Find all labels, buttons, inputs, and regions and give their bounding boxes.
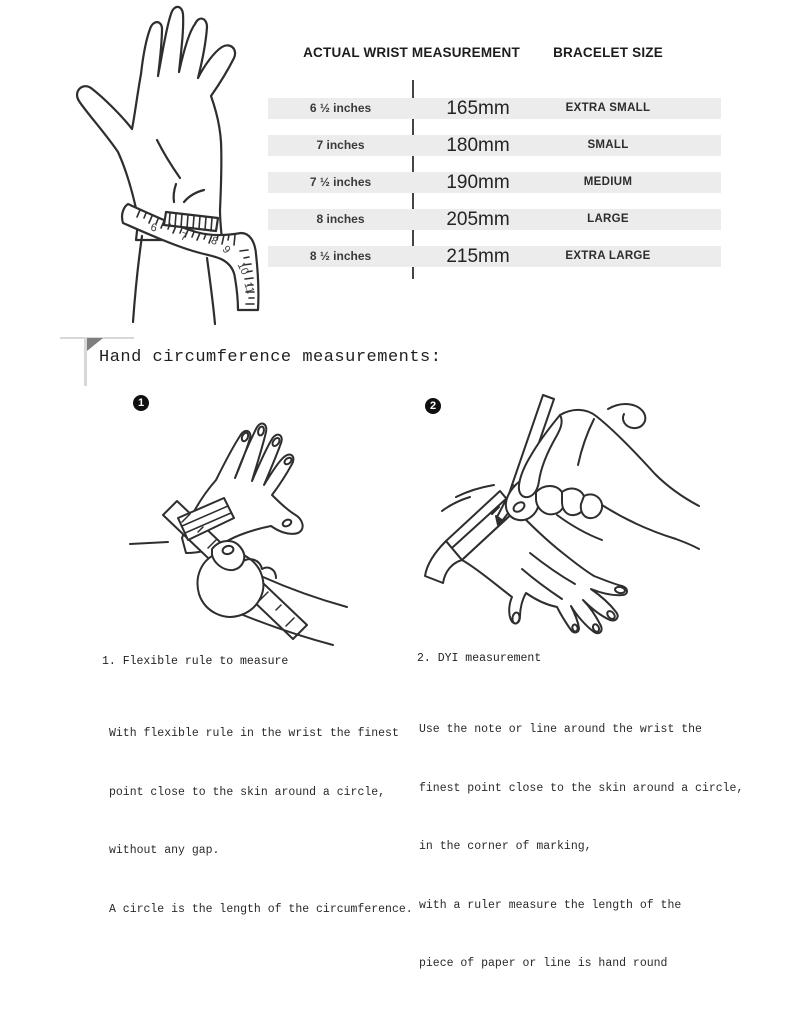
- wrist-inches-value: 8 ½ inches: [309, 249, 372, 263]
- text-line: With flexible rule in the wrist the finest: [109, 727, 399, 740]
- size-table: [268, 98, 721, 268]
- tape-number: 8: [208, 234, 220, 248]
- step-2-badge: 2: [425, 398, 441, 414]
- wrist-inches-value: 8 inches: [316, 212, 365, 226]
- tape-number: 10: [234, 260, 251, 277]
- wrist-mm-value: 190mm: [446, 172, 510, 193]
- wrist-inches-value: 6 ½ inches: [309, 101, 372, 115]
- method-2-description: [419, 681, 743, 1013]
- bracelet-size-value: MEDIUM: [583, 176, 633, 188]
- curled-finger: [581, 494, 602, 518]
- table-header-measurement: ACTUAL WRIST MEASUREMENT: [303, 45, 520, 60]
- wrist-inches-value: 7 inches: [316, 138, 365, 152]
- table-row: [268, 135, 721, 156]
- tape-number: 7: [179, 230, 189, 244]
- wrist-mm-value: 165mm: [446, 98, 510, 119]
- table-row: [268, 246, 721, 267]
- curled-finger: [536, 486, 565, 514]
- bracelet-size-value: SMALL: [587, 139, 629, 151]
- step-1-badge: 1: [133, 395, 149, 411]
- wrist-mm-value: 180mm: [446, 135, 510, 156]
- table-row: [268, 209, 721, 230]
- wrist-inches-value: 7 ½ inches: [309, 175, 372, 189]
- wrist-mm-value: 215mm: [446, 246, 510, 267]
- text-line: in the corner of marking,: [419, 840, 592, 853]
- text-line: A circle is the length of the circumference.: [109, 902, 413, 916]
- text-line: finest point close to the skin around a circle,: [419, 781, 744, 795]
- method-2-caption: 2. DYI measurement: [417, 652, 542, 665]
- upper-arm-bottom-edge: [602, 505, 699, 549]
- section-heading: Hand circumference measurements:: [99, 348, 442, 367]
- table-header-size: BRACELET SIZE: [553, 45, 663, 60]
- bracelet-size-value: EXTRA LARGE: [565, 250, 651, 262]
- method-1-caption: 1. Flexible rule to measure: [102, 655, 289, 668]
- finger-curl-top: [608, 404, 645, 428]
- bracelet-size-value: EXTRA SMALL: [565, 102, 651, 114]
- method-1-description: [109, 685, 413, 958]
- wrist-tape-measure-illustration: [58, 2, 294, 334]
- tape-number: 11: [241, 280, 257, 296]
- thumb-web-line: [578, 419, 594, 465]
- tape-number: 9: [219, 243, 233, 257]
- text-line: with a ruler measure the length of the: [419, 898, 682, 912]
- tape-number: 6: [149, 221, 159, 235]
- text-line: piece of paper or line is hand round: [419, 957, 668, 970]
- text-line: Use the note or line around the wrist the: [419, 723, 702, 736]
- hand-outline: [77, 7, 235, 240]
- cuff-line: [130, 542, 168, 544]
- fist-to-arm-line: [557, 515, 602, 540]
- bracelet-size-value: LARGE: [587, 213, 629, 225]
- wrist-mm-value: 205mm: [446, 209, 510, 230]
- flexible-rule-illustration: [122, 406, 352, 656]
- table-row: [268, 172, 721, 193]
- text-line: without any gap.: [109, 844, 220, 857]
- text-line: point close to the skin around a circle,: [109, 785, 386, 799]
- table-row: [268, 98, 721, 119]
- diy-marking-illustration: [412, 393, 702, 645]
